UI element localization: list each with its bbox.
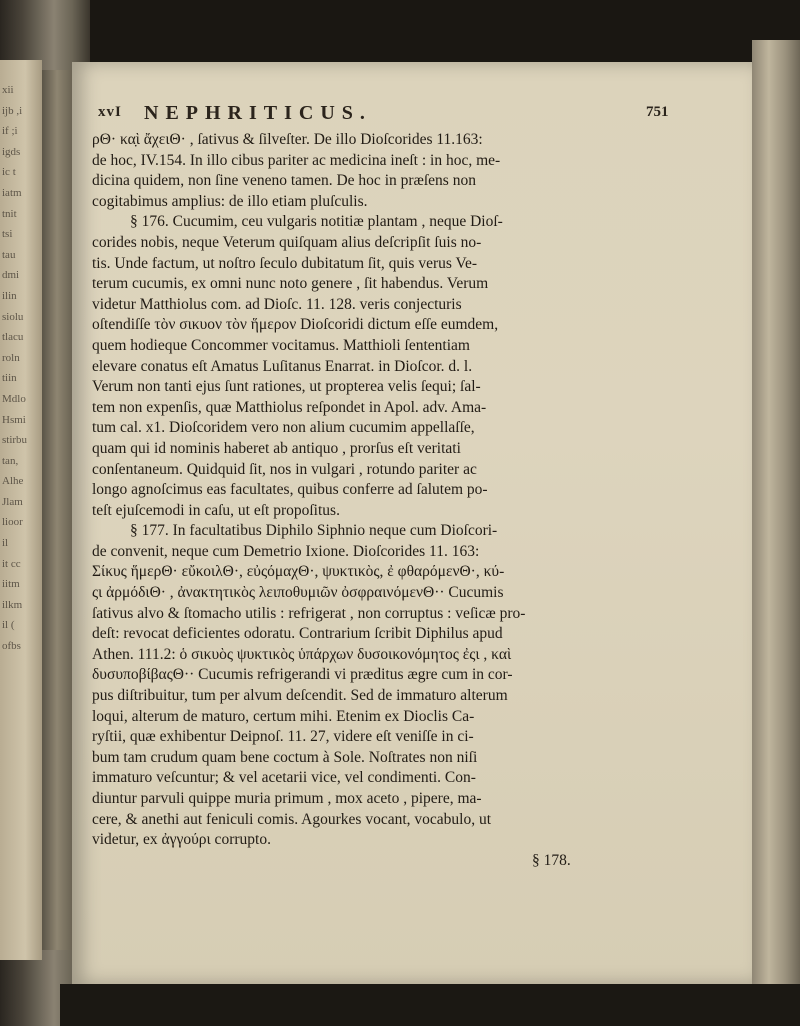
header-title: NEPHRITICUS. (144, 102, 372, 124)
previous-page-fragment: il (2, 537, 9, 550)
previous-page-fragment: Hsmi (2, 413, 26, 426)
text-line: loqui, alterum de maturo, certum mihi. Etenim ex Dioclis Ca- (92, 707, 475, 725)
previous-page-fragment: tlacu (2, 331, 24, 344)
previous-page-fragment: Alhe (2, 475, 24, 488)
text-line: Verum non tanti ejus ſunt rationes, ut propterea velis ſequi; ſal- (92, 378, 481, 396)
text-line: videtur, ex ἀγγούρι corrupto. (92, 831, 271, 849)
page-number: 751 (646, 104, 669, 120)
text-line: ſativus alvo & ſtomacho utilis : refrigerat , non corruptus : veſicæ pro- (92, 604, 526, 622)
text-line: δυσυποβίβαςΘ·· Cucumis refrigerandi vi præditus ægre cum in cor- (92, 666, 513, 684)
text-line: de convenit, neque cum Demetrio Ixione. Dioſcorides 11. 163: (92, 542, 480, 560)
text-line: videtur Matthiolus com. ad Dioſc. 11. 128. veris conjecturis (92, 295, 462, 313)
previous-page-fragment: stirbu (2, 434, 28, 447)
previous-page-fragment: siolu (2, 310, 24, 323)
previous-page-fragment: ic t (2, 166, 16, 179)
previous-page-fragment: ofbs (2, 640, 21, 653)
previous-page-fragment: tnit (2, 207, 17, 220)
text-line: § 177. In facultatibus Diphilo Siphnio neque cum Dioſcori- (130, 522, 498, 540)
previous-page-fragment: Jlam (2, 495, 23, 508)
body-text (92, 130, 672, 871)
text-line: terum cucumis, ex omni nunc noto genere , ſit habendus. Verum (92, 275, 489, 293)
text-line: ρΘ· κα̣ὶ ἄχειΘ· , ſativus & ſilveſter. De illo Dioſcorides 11.163: (92, 131, 483, 148)
text-line: cere, & anethi aut feniculi comis. Agourkes vocant, vocabulo, ut (92, 810, 492, 828)
book-page (72, 62, 752, 984)
previous-page-fragment: lioor (2, 516, 23, 529)
previous-page-fragment: Mdlo (2, 392, 26, 405)
previous-page-fragment: ilkm (2, 598, 23, 611)
previous-page-text (2, 80, 42, 657)
text-line: pus diſtribuitur, tum per alvum deſcendit. Sed de immaturo alterum (92, 687, 508, 705)
text-line: Σίκυς ἥμερΘ· εὔκοιλΘ·, εὐςόμαχΘ·, ψυκτικὸς, ἐ φθαρόμενΘ·, κύ- (92, 563, 505, 581)
text-line: tem non expenſis, quæ Matthiolus reſpondet in Apol. adv. Ama- (92, 398, 487, 416)
text-line: Athen. 111.2: ὁ σικυὸς ψυκτικὸς ὑπάρχων δυσοικονόμητος ἐςι , καὶ (92, 645, 512, 663)
text-line: de hoc, IV.154. In illo cibus pariter ac medicina ineſt : in hoc, me- (92, 151, 501, 169)
text-line: tum cal. x1. Dioſcoridem vero non alium cucumim appellaſſe, (92, 419, 475, 437)
previous-page-fragment: iatm (2, 186, 22, 199)
text-line: teſt ejuſcemodi in caſu, ut eſt propoſitus. (92, 501, 340, 519)
previous-page-fragment: iitm (2, 578, 20, 591)
text-line: corides nobis, neque Veterum quiſquam alius deſcripſit ſuis no- (92, 233, 482, 251)
text-line: quam qui id nominis haberet ab antiquo , prorſus eſt veritati (92, 439, 461, 457)
text-line: ςι ἀρμόδιΘ· , ἀνακτητικὸς λειποθυμιῶν ὀσφραινόμενΘ·· Cucumis (92, 584, 504, 602)
previous-page-fragment: xii (2, 84, 14, 96)
previous-page-fragment: roln (2, 351, 20, 364)
previous-page-fragment: if ;i (2, 125, 18, 138)
text-line: bum tam crudum quam bene coctum à Sole. Noſtrates non niſi (92, 748, 478, 766)
text-line: § 178. (532, 851, 571, 869)
previous-page-fragment: tan, (2, 454, 19, 467)
bottom-background (60, 984, 800, 1026)
previous-page-fragment: il ( (2, 619, 15, 632)
previous-page-fragment: tsi (2, 228, 13, 241)
text-line: conſentaneum. Quidquid ſit, nos in vulgari , rotundo pariter ac (92, 460, 477, 478)
previous-page-fragment: it cc (2, 557, 21, 570)
text-line: oſtendiſſe τὸν σικυον τὸν ἥμερον Dioſcoridi dictum eſſe eumdem, (92, 316, 499, 334)
previous-page-fragment: ijb ,i (2, 104, 23, 117)
running-header (98, 104, 698, 126)
text-line: dicina quidem, non ſine veneno tamen. De hoc in præſens non (92, 172, 476, 190)
page-edges-right (752, 40, 800, 1000)
text-line: ryſtii, quæ exhibentur Deipnoſ. 11. 27, videre eſt veniſſe in ci- (92, 728, 474, 746)
previous-page-sliver (0, 60, 42, 960)
text-line: cogitabimus amplius: de illo etiam pluſculis. (92, 192, 368, 210)
text-line: immaturo veſcuntur; & vel acetarii vice, vel condimenti. Con- (92, 769, 476, 787)
header-section-number: xvI (98, 104, 122, 120)
text-line: tis. Unde factum, ut noſtro ſeculo dubitatum ſit, quis verus Ve- (92, 254, 478, 272)
text-line: elevare conatus eſt Amatus Luſitanus Enarrat. in Dioſcor. d. l. (92, 357, 473, 375)
text-line: quem hodieque Concommer vocitamus. Matthioli ſententiam (92, 336, 470, 354)
previous-page-fragment: tiin (2, 372, 17, 385)
previous-page-fragment: ilin (2, 289, 17, 302)
gutter-shadow (42, 70, 72, 950)
previous-page-fragment: igds (2, 145, 21, 158)
previous-page-fragment: dmi (2, 269, 20, 282)
previous-page-fragment: tau (2, 248, 16, 261)
text-line: § 176. Cucumim, ceu vulgaris notitiæ plantam , neque Dioſ- (130, 213, 503, 231)
text-line: diuntur parvuli quippe muria primum , mox aceto , pipere, ma- (92, 790, 482, 807)
text-line: deſt: revocat deficientes odoratu. Contrarium ſcribit Diphilus apud (92, 625, 503, 643)
text-line: longo agnoſcimus eas facultates, quibus conferre ad ſalutem po- (92, 481, 488, 499)
